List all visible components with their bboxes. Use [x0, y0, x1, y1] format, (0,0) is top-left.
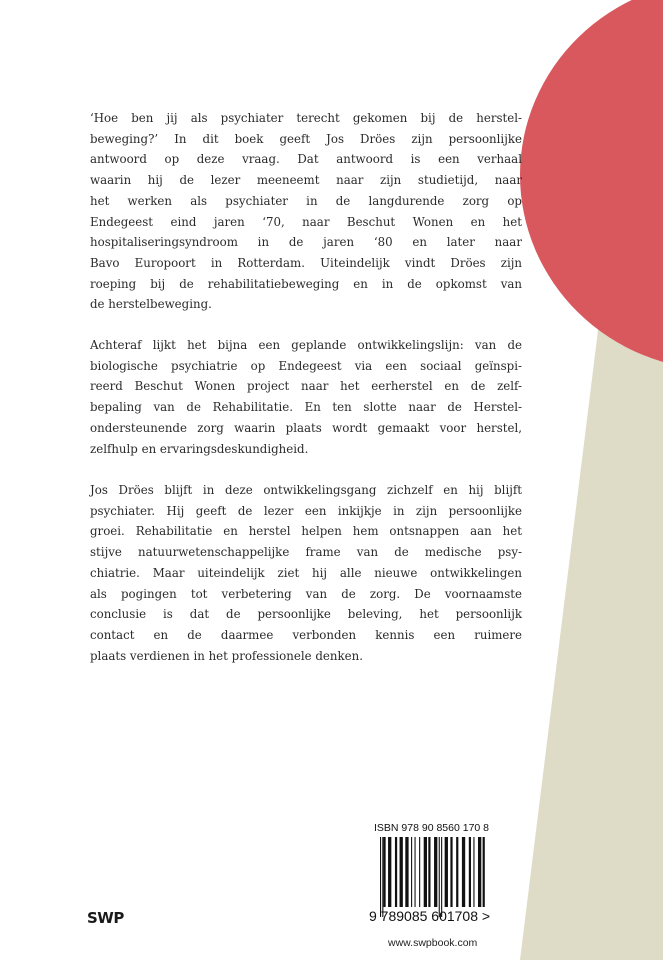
beige-background-shape — [520, 290, 663, 960]
text-line: bepaling van de Rehabilitatie. En ten slotte naar de Herstel- — [90, 400, 522, 415]
text-line: de herstelbeweging. — [90, 297, 212, 312]
text-line: psychiater. Hij geeft de lezer een inkijkje in zijn persoonlijke — [90, 503, 522, 518]
barcode-bar — [456, 837, 458, 907]
text-line: het werken als psychiater in de langdurende zorg op — [90, 193, 522, 208]
isbn-label: ISBN 978 90 8560 170 8 — [374, 822, 490, 834]
barcode-bar — [411, 837, 412, 907]
text-line: ‘Hoe ben jij als psychiater terecht gekomen bij de herstel- — [90, 111, 522, 125]
paragraph-intro — [90, 108, 522, 315]
barcode-bar — [382, 837, 383, 917]
barcode-bar — [441, 837, 442, 917]
text-line: contact en de daarmee verbonden kennis een ruimere — [90, 627, 522, 642]
barcode-bar — [445, 837, 448, 907]
paragraph-conclusion — [90, 480, 522, 666]
barcode-bar — [383, 837, 385, 907]
barcode-bar — [380, 837, 381, 917]
text-line: Bavo Europoort in Rotterdam. Uiteindelijk vindt Dröes zijn — [90, 255, 522, 270]
text-line: reerd Beschut Wonen project naar het eerherstel en de zelf- — [90, 379, 522, 394]
text-line: hospitaliseringsyndroom in de jaren ‘80 en later naar — [90, 235, 522, 250]
barcode-bar — [439, 837, 440, 917]
text-line: chiatrie. Maar uiteindelijk ziet hij alle nieuwe ontwikkelingen — [90, 565, 522, 580]
text-line: beweging?’ In dit boek geeft Jos Dröes zijn persoonlijke — [90, 131, 522, 146]
barcode-bar — [415, 837, 416, 907]
barcode-bar — [450, 837, 452, 907]
barcode-bar — [419, 837, 420, 907]
barcode-bar — [483, 837, 485, 907]
text-line: roeping bij de rehabilitatiebeweging en in de opkomst van — [90, 276, 522, 291]
paragraph-development — [90, 335, 522, 459]
barcode-bar — [462, 837, 465, 907]
barcode-bar — [478, 837, 481, 907]
barcode-bar — [473, 837, 474, 907]
barcode-bar — [395, 837, 397, 907]
website-url: www.swpbook.com — [388, 937, 478, 949]
barcode-bar — [405, 837, 408, 907]
barcode-bar — [434, 837, 437, 907]
text-line: waarin hij de lezer meeneemt naar zijn studietijd, naar — [90, 173, 522, 188]
text-line: groei. Rehabilitatie en herstel helpen hem ontsnappen aan het — [90, 524, 522, 539]
text-line: antwoord op deze vraag. Dat antwoord is een verhaal — [90, 152, 522, 167]
barcode-bar — [400, 837, 403, 907]
red-circle-decoration — [520, 0, 663, 370]
barcode-digits: 9 789085 601708 > — [369, 908, 491, 924]
text-line: biologische psychiatrie op Endegeest via een sociaal geïnspi- — [90, 358, 522, 373]
text-line: als pogingen tot verbetering van de zorg. De voornaamste — [90, 586, 522, 601]
text-line: ondersteunende zorg waarin plaats wordt gemaakt voor herstel, — [90, 420, 522, 435]
barcode-bar — [428, 837, 430, 907]
text-line: Achteraf lijkt het bijna een geplande ontwikkelingslijn: van de — [90, 338, 522, 352]
text-line: conclusie is dat de persoonlijke beleving, het persoonlijk — [90, 607, 522, 622]
text-line: plaats verdienen in het professionele denken. — [90, 648, 363, 663]
text-line: zelfhulp en ervaringsdeskundigheid. — [90, 441, 309, 456]
barcode-bar — [388, 837, 391, 907]
text-line: Jos Dröes blijft in deze ontwikkelingsgang zichzelf en hij blijft — [90, 483, 522, 497]
barcode — [380, 837, 488, 917]
barcode-bar — [424, 837, 427, 907]
barcode-bar — [469, 837, 471, 907]
text-line: Endegeest eind jaren ‘70, naar Beschut Wonen en het — [90, 214, 522, 229]
text-line: stijve natuurwetenschappelijke frame van de medische psy- — [90, 545, 522, 560]
publisher-logo: SWP — [87, 909, 124, 927]
